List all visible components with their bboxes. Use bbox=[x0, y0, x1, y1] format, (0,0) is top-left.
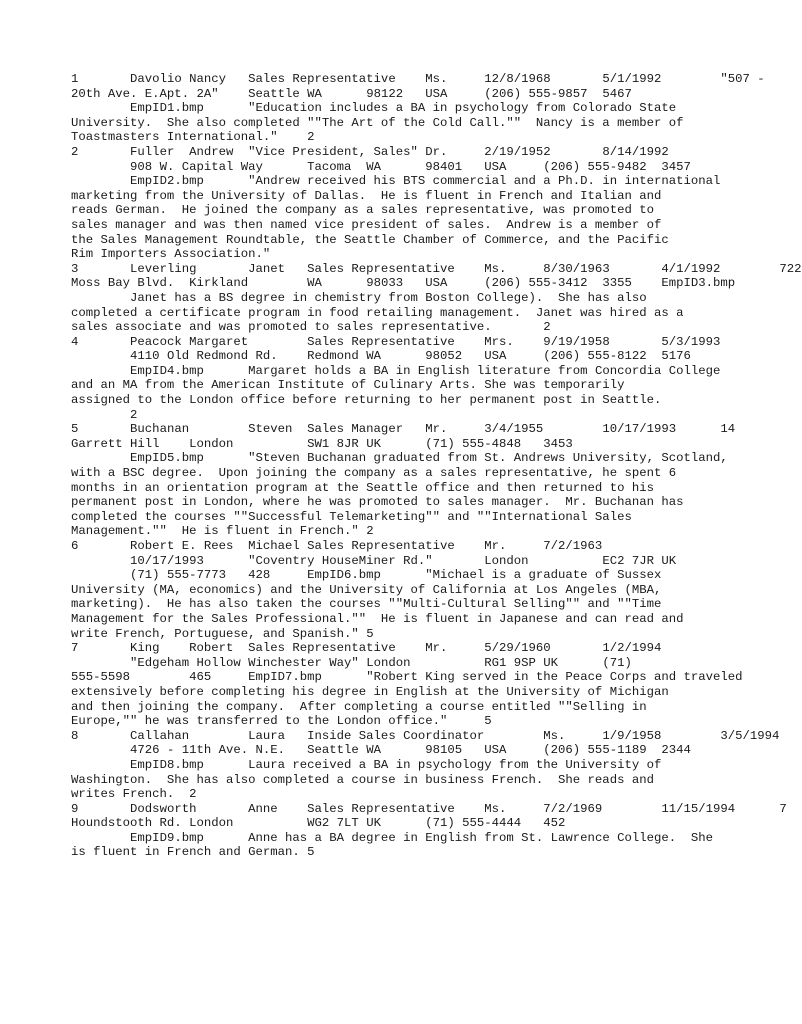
document-text-line: 555-5598 465 EmpID7.bmp "Robert King served in the Peace Corps and traveled bbox=[71, 670, 743, 685]
document-text-line: and an MA from the American Institute of Culinary Arts. She was temporarily bbox=[71, 378, 625, 393]
document-text-line: assigned to the London office before returning to her permanent post in Seattle. bbox=[71, 393, 662, 408]
document-text-line: Europe,"" he was transferred to the London office." 5 bbox=[71, 714, 492, 729]
document-text-line: University (MA, economics) and the University of California at Los Angeles (MBA, bbox=[71, 582, 662, 597]
document-text-line: 908 W. Capital Way Tacoma WA 98401 USA (206) 555-9482 3457 bbox=[71, 159, 691, 174]
document-text-line: 3 Leverling Janet Sales Representative Ms. 8/30/1963 4/1/1992 722 bbox=[71, 261, 802, 276]
document-text-line: 4 Peacock Margaret Sales Representative Mrs. 9/19/1958 5/3/1993 bbox=[71, 334, 721, 349]
document-text-line: 1 Davolio Nancy Sales Representative Ms. 12/8/1968 5/1/1992 "507 - bbox=[71, 72, 765, 86]
document-text-line: 7 King Robert Sales Representative Mr. 5/29/1960 1/2/1994 bbox=[71, 641, 662, 656]
document-text-line: EmpID8.bmp Laura received a BA in psychology from the University of bbox=[71, 757, 662, 772]
document-text-line: marketing from the University of Dallas. He is fluent in French and Italian and bbox=[71, 188, 662, 203]
document-text-line: 10/17/1993 "Coventry HouseMiner Rd." London EC2 7JR UK bbox=[71, 553, 677, 568]
document-text-line: and then joining the company. After completing a course entitled ""Selling in bbox=[71, 699, 647, 714]
document-text-line: is fluent in French and German. 5 bbox=[71, 845, 315, 860]
document-text-line: EmpID2.bmp "Andrew received his BTS commercial and a Ph.D. in international bbox=[71, 174, 721, 189]
document-text-line: 2 Fuller Andrew "Vice President, Sales" Dr. 2/19/1952 8/14/1992 bbox=[71, 144, 669, 159]
document-text-line: write French, Portuguese, and Spanish." 5 bbox=[71, 626, 374, 641]
document-text-line: Garrett Hill London SW1 8JR UK (71) 555-4848 3453 bbox=[71, 436, 573, 451]
document-text-line: EmpID4.bmp Margaret holds a BA in English literature from Concordia College bbox=[71, 363, 721, 378]
document-text-line: 6 Robert E. Rees Michael Sales Representative Mr. 7/2/1963 bbox=[71, 539, 603, 553]
document-text-line: sales manager and was then named vice president of sales. Andrew is a member of bbox=[71, 217, 662, 232]
document-text-line: completed a certificate program in food retailing management. Janet was hired as a bbox=[71, 305, 684, 320]
document-text-line: Management."" He is fluent in French." 2 bbox=[71, 524, 374, 539]
document-text-line: Houndstooth Rd. London WG2 7LT UK (71) 555-4444 452 bbox=[71, 816, 566, 831]
document-text-line: EmpID5.bmp "Steven Buchanan graduated from St. Andrews University, Scotland, bbox=[71, 451, 728, 466]
document-text-line: the Sales Management Roundtable, the Seattle Chamber of Commerce, and the Pacific bbox=[71, 232, 669, 247]
document-text-line: "Edgeham Hollow Winchester Way" London RG1 9SP UK (71) bbox=[71, 655, 632, 670]
document-text-line: (71) 555-7773 428 EmpID6.bmp "Michael is a graduate of Sussex bbox=[71, 568, 662, 583]
document-text-line: Rim Importers Association." bbox=[71, 247, 271, 262]
document-text-line: permanent post in London, where he was promoted to sales manager. Mr. Buchanan has bbox=[71, 495, 684, 510]
document-text-line: extensively before completing his degree in English at the University of Michigan bbox=[71, 684, 669, 699]
document-text-line: Washington. She has also completed a course in business French. She reads and bbox=[71, 772, 654, 787]
document-text-line: Moss Bay Blvd. Kirkland WA 98033 USA (206) 555-3412 3355 EmpID3.bmp bbox=[71, 276, 736, 291]
document-text-line: Toastmasters International." 2 bbox=[71, 130, 315, 145]
document-text-line: writes French. 2 bbox=[71, 787, 197, 802]
document-text-line: reads German. He joined the company as a sales representative, was promoted to bbox=[71, 203, 654, 218]
document-text-line: with a BSC degree. Upon joining the company as a sales representative, he spent 6 bbox=[71, 466, 677, 481]
document-text-line: months in an orientation program at the Seattle office and then returned to his bbox=[71, 480, 654, 495]
document-text-line: 20th Ave. E.Apt. 2A" Seattle WA 98122 USA (206) 555-9857 5467 bbox=[71, 86, 632, 101]
document-text-line: EmpID9.bmp Anne has a BA degree in English from St. Lawrence College. She bbox=[71, 830, 714, 845]
document-text-line: marketing). He has also taken the courses ""Multi-Cultural Selling"" and ""Time bbox=[71, 597, 662, 612]
document-text-line: Management for the Sales Professional."" He is fluent in Japanese and can read and bbox=[71, 611, 684, 626]
document-text-line: 4726 - 11th Ave. N.E. Seattle WA 98105 USA (206) 555-1189 2344 bbox=[71, 743, 691, 758]
document-text-line: 8 Callahan Laura Inside Sales Coordinator Ms. 1/9/1958 3/5/1994 bbox=[71, 728, 780, 743]
text-document-body bbox=[71, 72, 802, 860]
document-text-line: completed the courses ""Successful Telemarketing"" and ""International Sales bbox=[71, 509, 632, 524]
document-text-line: 4110 Old Redmond Rd. Redmond WA 98052 USA (206) 555-8122 5176 bbox=[71, 349, 691, 364]
document-text-line: 5 Buchanan Steven Sales Manager Mr. 3/4/1955 10/17/1993 14 bbox=[71, 422, 736, 437]
document-text-line: University. She also completed ""The Art of the Cold Call."" Nancy is a member of bbox=[71, 115, 684, 130]
document-text-line: 2 bbox=[71, 407, 138, 422]
document-text-line: sales associate and was promoted to sales representative. 2 bbox=[71, 320, 551, 335]
document-text-line: EmpID1.bmp "Education includes a BA in psychology from Colorado State bbox=[71, 101, 677, 116]
document-text-line: 9 Dodsworth Anne Sales Representative Ms. 7/2/1969 11/15/1994 7 bbox=[71, 801, 787, 816]
document-text-line: Janet has a BS degree in chemistry from Boston College). She has also bbox=[71, 290, 647, 305]
